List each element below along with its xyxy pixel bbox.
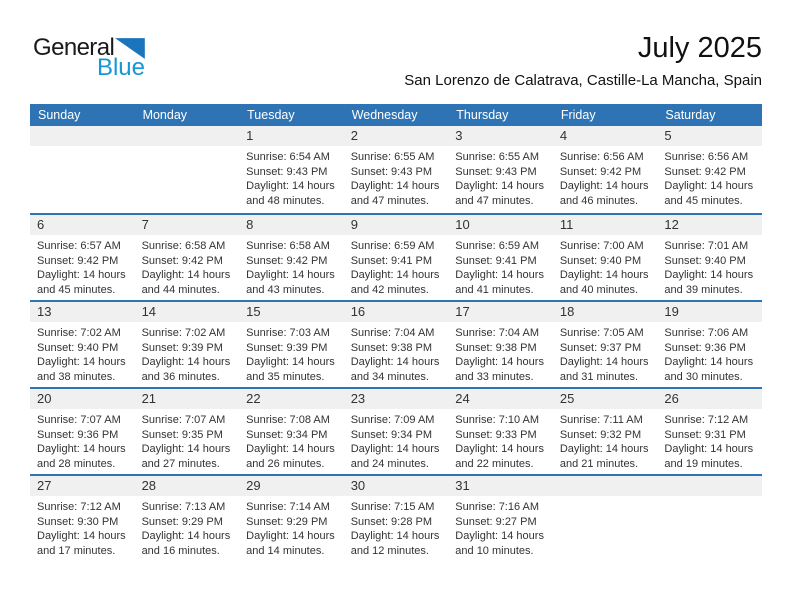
weekday-thursday: Thursday [456,108,509,122]
calendar-empty-cell [553,476,658,561]
sunset-text: Sunset: 9:28 PM [350,515,433,528]
daylight-text: Daylight: 14 hours and 24 minutes. [350,443,440,470]
calendar-week-row [30,474,762,561]
calendar-day-cell [657,126,762,213]
calendar-day-cell [30,389,135,474]
sunrise-text: Sunrise: 7:02 AM [141,327,226,339]
day-details [239,146,344,208]
sunset-text: Sunset: 9:43 PM [455,165,537,178]
calendar-day-cell [135,476,240,561]
logo-text-blue: Blue [96,54,145,81]
day-number: 4 [553,126,658,146]
day-number: 23 [344,389,449,409]
day-details [553,409,658,471]
calendar-day-cell [239,215,344,300]
sunrise-text: Sunrise: 6:58 AM [141,240,226,252]
day-number: 29 [239,476,344,496]
calendar-day-cell [239,389,344,474]
daylight-text: Daylight: 14 hours and 27 minutes. [141,443,231,470]
sunrise-text: Sunrise: 7:02 AM [37,327,121,339]
day-number: 5 [657,126,762,146]
day-details [239,409,344,471]
calendar-day-cell [135,389,240,474]
daylight-text: Daylight: 14 hours and 36 minutes. [141,356,231,383]
daylight-text: Daylight: 14 hours and 14 minutes. [246,530,335,557]
sunset-text: Sunset: 9:40 PM [664,254,746,267]
sunset-text: Sunset: 9:38 PM [455,341,537,354]
sunset-text: Sunset: 9:33 PM [455,428,537,441]
day-details [553,146,658,208]
weekday-header-row [30,104,762,126]
sunset-text: Sunset: 9:29 PM [246,515,328,528]
day-details [657,322,762,384]
day-details [448,496,553,558]
sunrise-text: Sunrise: 7:15 AM [350,501,435,513]
calendar-day-cell [344,215,449,300]
sunrise-text: Sunrise: 6:59 AM [350,240,435,252]
daylight-text: Daylight: 14 hours and 17 minutes. [37,530,126,557]
weekday-tuesday: Tuesday [247,108,295,122]
calendar-empty-cell [657,476,762,561]
daylight-text: Daylight: 14 hours and 28 minutes. [37,443,126,470]
day-number [657,476,762,496]
daylight-text: Daylight: 14 hours and 31 minutes. [559,356,649,383]
day-details [657,409,762,471]
header-titles [404,33,762,89]
daylight-text: Daylight: 14 hours and 21 minutes. [559,443,649,470]
sunrise-text: Sunrise: 6:58 AM [246,240,330,252]
daylight-text: Daylight: 14 hours and 33 minutes. [455,356,544,383]
day-number: 8 [239,215,344,235]
daylight-text: Daylight: 14 hours and 30 minutes. [664,356,754,383]
sunrise-text: Sunrise: 7:12 AM [37,501,121,513]
day-details [30,409,135,471]
day-number: 31 [448,476,553,496]
calendar-day-cell [344,126,449,213]
daylight-text: Daylight: 14 hours and 26 minutes. [246,443,335,470]
day-details [135,409,240,471]
weekday-monday: Monday [142,108,188,122]
day-details [553,322,658,384]
general-blue-logo [33,36,145,80]
sunset-text: Sunset: 9:32 PM [559,428,642,441]
daylight-text: Daylight: 14 hours and 45 minutes. [664,180,754,207]
day-details [135,496,240,558]
sunrise-text: Sunrise: 7:11 AM [559,414,643,426]
calendar-day-cell [657,215,762,300]
logo-text-general: General [33,34,115,61]
daylight-text: Daylight: 14 hours and 10 minutes. [455,530,544,557]
day-number: 20 [30,389,135,409]
daylight-text: Daylight: 14 hours and 46 minutes. [559,180,649,207]
sunrise-text: Sunrise: 6:54 AM [246,151,330,163]
sunrise-text: Sunrise: 7:00 AM [559,240,644,252]
calendar-day-cell [30,215,135,300]
day-details [448,146,553,208]
sunrise-text: Sunrise: 7:08 AM [246,414,330,426]
sunrise-text: Sunrise: 7:04 AM [455,327,540,339]
sunrise-text: Sunrise: 6:59 AM [455,240,540,252]
calendar-day-cell [239,126,344,213]
calendar-day-cell [30,302,135,387]
sunset-text: Sunset: 9:42 PM [664,165,746,178]
sunrise-text: Sunrise: 6:57 AM [37,240,121,252]
sunset-text: Sunset: 9:31 PM [664,428,746,441]
daylight-text: Daylight: 14 hours and 39 minutes. [664,269,754,296]
sunset-text: Sunset: 9:41 PM [350,254,433,267]
day-details [239,496,344,558]
day-details [448,322,553,384]
day-details [657,235,762,297]
day-number: 21 [135,389,240,409]
sunrise-text: Sunrise: 7:04 AM [350,327,435,339]
daylight-text: Daylight: 14 hours and 48 minutes. [246,180,335,207]
daylight-text: Daylight: 14 hours and 47 minutes. [455,180,544,207]
sunset-text: Sunset: 9:42 PM [246,254,328,267]
daylight-text: Daylight: 14 hours and 42 minutes. [350,269,440,296]
sunset-text: Sunset: 9:38 PM [350,341,433,354]
calendar-week-row [30,213,762,300]
weekday-saturday: Saturday [665,108,716,122]
day-number: 18 [553,302,658,322]
day-details [657,146,762,208]
sunset-text: Sunset: 9:30 PM [37,515,119,528]
sunrise-text: Sunrise: 6:56 AM [559,151,644,163]
sunset-text: Sunset: 9:41 PM [455,254,537,267]
calendar-day-cell [135,302,240,387]
day-details [344,496,449,558]
day-number: 22 [239,389,344,409]
calendar-day-cell [344,476,449,561]
weekday-wednesday: Wednesday [351,108,418,122]
calendar-table [30,104,762,561]
sunset-text: Sunset: 9:35 PM [141,428,223,441]
day-details [30,235,135,297]
sunset-text: Sunset: 9:40 PM [559,254,642,267]
daylight-text: Daylight: 14 hours and 16 minutes. [141,530,231,557]
daylight-text: Daylight: 14 hours and 22 minutes. [455,443,544,470]
calendar-day-cell [239,476,344,561]
sunrise-text: Sunrise: 6:55 AM [350,151,435,163]
daylight-text: Daylight: 14 hours and 34 minutes. [350,356,440,383]
daylight-text: Daylight: 14 hours and 19 minutes. [664,443,754,470]
calendar-week-row [30,300,762,387]
day-number: 11 [553,215,658,235]
sunset-text: Sunset: 9:36 PM [37,428,119,441]
day-number: 7 [135,215,240,235]
calendar-day-cell [448,126,553,213]
day-number: 24 [448,389,553,409]
day-number: 12 [657,215,762,235]
weekday-friday: Friday [560,108,596,122]
day-details [553,235,658,297]
sunrise-text: Sunrise: 7:10 AM [455,414,540,426]
day-number: 16 [344,302,449,322]
calendar-day-cell [553,215,658,300]
calendar-day-cell [448,389,553,474]
sunset-text: Sunset: 9:39 PM [246,341,328,354]
day-number [135,126,240,146]
day-details [448,409,553,471]
sunrise-text: Sunrise: 7:09 AM [350,414,435,426]
day-details [448,235,553,297]
sunset-text: Sunset: 9:40 PM [37,341,119,354]
sunset-text: Sunset: 9:43 PM [246,165,328,178]
sunset-text: Sunset: 9:29 PM [141,515,223,528]
sunrise-text: Sunrise: 7:16 AM [455,501,540,513]
sunrise-text: Sunrise: 6:55 AM [455,151,540,163]
calendar-day-cell [344,302,449,387]
calendar-day-cell [553,389,658,474]
sunset-text: Sunset: 9:42 PM [141,254,223,267]
day-number: 10 [448,215,553,235]
calendar-day-cell [344,389,449,474]
day-number: 2 [344,126,449,146]
sunrise-text: Sunrise: 7:07 AM [37,414,121,426]
day-number: 25 [553,389,658,409]
day-details [239,235,344,297]
calendar-grid [30,126,762,561]
day-number: 3 [448,126,553,146]
calendar-day-cell [30,476,135,561]
calendar-empty-cell [30,126,135,213]
sunset-text: Sunset: 9:36 PM [664,341,746,354]
sunset-text: Sunset: 9:43 PM [350,165,433,178]
sunset-text: Sunset: 9:34 PM [350,428,433,441]
day-details [344,235,449,297]
calendar-day-cell [239,302,344,387]
day-details [30,496,135,558]
daylight-text: Daylight: 14 hours and 47 minutes. [350,180,440,207]
sunset-text: Sunset: 9:42 PM [37,254,119,267]
weekday-sunday: Sunday [38,108,81,122]
day-details [135,322,240,384]
day-details [239,322,344,384]
sunset-text: Sunset: 9:37 PM [559,341,642,354]
daylight-text: Daylight: 14 hours and 35 minutes. [246,356,335,383]
day-number: 26 [657,389,762,409]
day-number: 9 [344,215,449,235]
day-number: 30 [344,476,449,496]
location-subtitle: San Lorenzo de Calatrava, Castille-La Mancha, Spain [404,71,762,89]
sunrise-text: Sunrise: 6:56 AM [664,151,749,163]
day-number: 1 [239,126,344,146]
daylight-text: Daylight: 14 hours and 12 minutes. [350,530,440,557]
sunrise-text: Sunrise: 7:12 AM [664,414,749,426]
sunrise-text: Sunrise: 7:01 AM [664,240,749,252]
calendar-day-cell [448,302,553,387]
calendar-day-cell [553,126,658,213]
day-number: 28 [135,476,240,496]
sunrise-text: Sunrise: 7:06 AM [664,327,749,339]
calendar-day-cell [135,215,240,300]
day-number: 27 [30,476,135,496]
calendar-week-row [30,126,762,213]
sunrise-text: Sunrise: 7:07 AM [141,414,226,426]
calendar-day-cell [657,389,762,474]
day-number: 13 [30,302,135,322]
day-details [344,409,449,471]
sunset-text: Sunset: 9:34 PM [246,428,328,441]
daylight-text: Daylight: 14 hours and 41 minutes. [455,269,544,296]
sunrise-text: Sunrise: 7:13 AM [141,501,226,513]
day-number: 14 [135,302,240,322]
day-number: 6 [30,215,135,235]
calendar-empty-cell [135,126,240,213]
sunrise-text: Sunrise: 7:03 AM [246,327,330,339]
daylight-text: Daylight: 14 hours and 45 minutes. [37,269,126,296]
day-number [30,126,135,146]
sunset-text: Sunset: 9:39 PM [141,341,223,354]
day-details [30,322,135,384]
calendar-day-cell [553,302,658,387]
daylight-text: Daylight: 14 hours and 40 minutes. [559,269,649,296]
daylight-text: Daylight: 14 hours and 43 minutes. [246,269,335,296]
calendar-day-cell [657,302,762,387]
page-title: July 2025 [637,32,762,64]
sunset-text: Sunset: 9:42 PM [559,165,642,178]
day-number: 17 [448,302,553,322]
daylight-text: Daylight: 14 hours and 44 minutes. [141,269,231,296]
sunset-text: Sunset: 9:27 PM [455,515,537,528]
sunrise-text: Sunrise: 7:05 AM [559,327,644,339]
day-details [135,235,240,297]
day-number: 15 [239,302,344,322]
day-number: 19 [657,302,762,322]
sunrise-text: Sunrise: 7:14 AM [246,501,330,513]
daylight-text: Daylight: 14 hours and 38 minutes. [37,356,126,383]
calendar-week-row [30,387,762,474]
day-details [344,146,449,208]
day-details [344,322,449,384]
calendar-day-cell [448,476,553,561]
calendar-day-cell [448,215,553,300]
day-number [553,476,658,496]
